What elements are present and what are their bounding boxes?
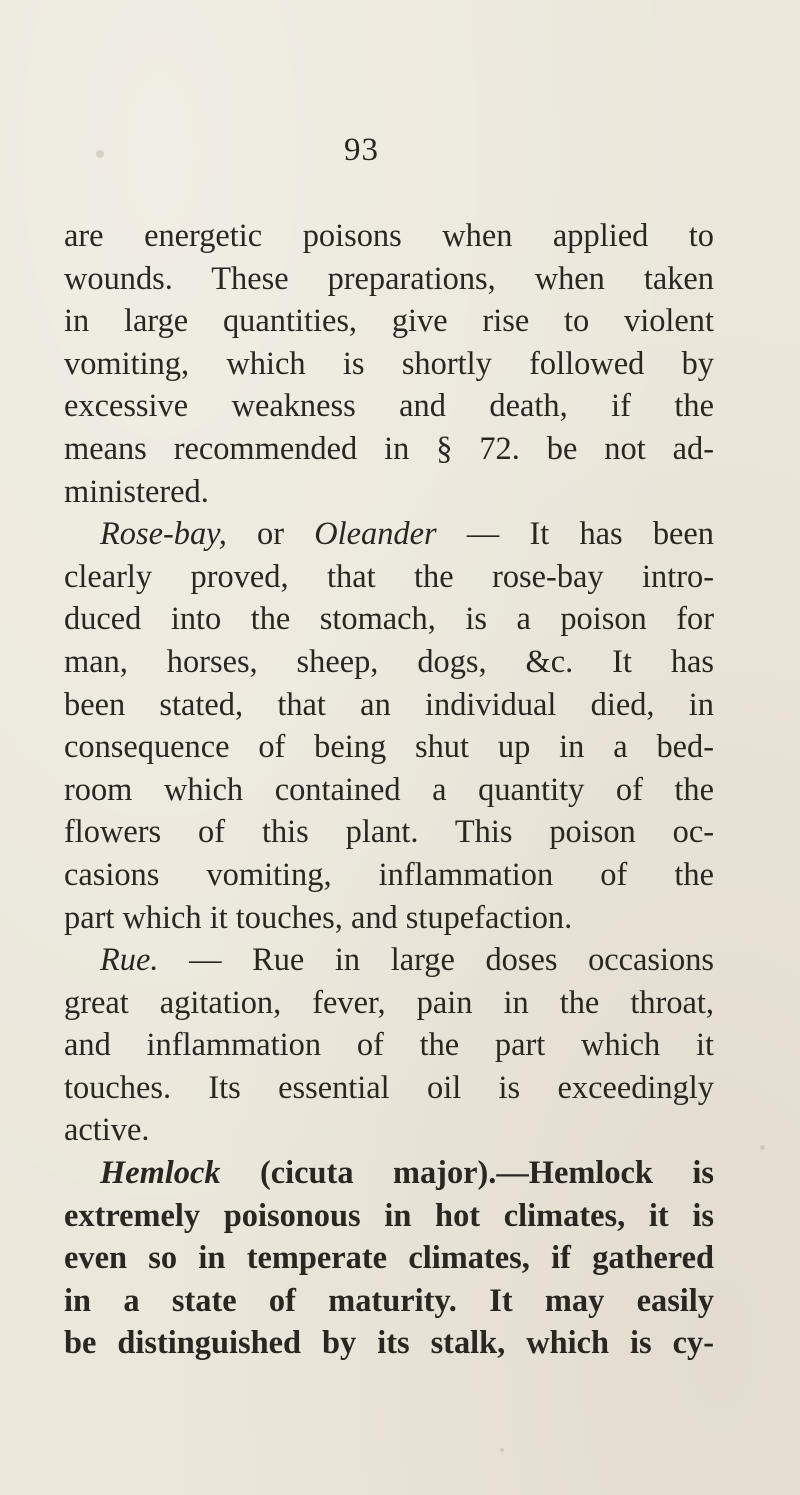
text-segment: excessive weakness and death, if the xyxy=(64,388,714,425)
text-line xyxy=(64,1152,714,1195)
text-segment: flowers of this plant. This poison oc- xyxy=(64,814,714,851)
text-segment: been stated, that an individual died, in xyxy=(64,686,714,723)
text-segment: part which it touches, and stupefaction. xyxy=(64,899,573,936)
paper-speck xyxy=(760,1145,765,1150)
text-segment: in a state of maturity. It may easily xyxy=(64,1282,714,1319)
text-line xyxy=(64,385,714,428)
text-segment: — It has been xyxy=(436,516,714,553)
text-line xyxy=(64,811,714,854)
text-segment: — Rue in large doses occasions xyxy=(158,942,714,979)
text-segment: or xyxy=(226,516,315,553)
text-line xyxy=(64,684,714,727)
text-line xyxy=(64,854,714,897)
text-segment: ministered. xyxy=(64,473,209,510)
body-text xyxy=(64,215,714,1365)
text-segment: be distinguished by its stalk, which is cy- xyxy=(64,1325,714,1362)
text-line xyxy=(64,939,714,982)
paper-speck xyxy=(96,150,104,158)
text-line xyxy=(64,471,714,514)
text-line xyxy=(64,769,714,812)
paper-speck xyxy=(500,1448,504,1452)
page-number: 93 xyxy=(344,132,379,168)
text-segment: touches. Its essential oil is exceedingly xyxy=(64,1069,714,1106)
text-line xyxy=(64,1237,714,1280)
text-line xyxy=(64,726,714,769)
text-segment: means recommended in § 72. be not ad- xyxy=(64,430,714,467)
text-line xyxy=(64,556,714,599)
text-segment: room which contained a quantity of the xyxy=(64,771,714,808)
section-heading: Oleander xyxy=(314,516,437,553)
text-segment: are energetic poisons when applied to xyxy=(64,218,714,254)
text-line xyxy=(64,1280,714,1323)
text-line xyxy=(64,1195,714,1238)
text-segment: extremely poisonous in hot climates, it is xyxy=(64,1197,714,1234)
text-line xyxy=(64,1024,714,1067)
text-segment: even so in temperate climates, if gathered xyxy=(64,1240,714,1277)
text-line xyxy=(64,513,714,556)
text-line xyxy=(64,1109,714,1152)
text-line xyxy=(64,1067,714,1110)
text-segment: casions vomiting, inflammation of the xyxy=(64,856,714,893)
text-line xyxy=(64,897,714,940)
text-segment: wounds. These preparations, when taken xyxy=(64,260,714,297)
text-segment: great agitation, fever, pain in the throat, xyxy=(64,984,714,1021)
text-line xyxy=(64,598,714,641)
text-line xyxy=(64,641,714,684)
section-heading: Rose-bay, xyxy=(100,516,227,553)
text-line xyxy=(64,300,714,343)
text-line xyxy=(64,215,714,258)
section-heading: Rue. xyxy=(100,942,159,979)
text-line xyxy=(64,258,714,301)
section-heading: Hemlock xyxy=(100,1155,221,1192)
text-segment: vomiting, which is shortly followed by xyxy=(64,345,714,382)
text-line xyxy=(64,343,714,386)
text-segment: clearly proved, that the rose-bay intro- xyxy=(64,558,714,595)
text-line xyxy=(64,982,714,1025)
text-line xyxy=(64,1322,714,1365)
text-segment: consequence of being shut up in a bed- xyxy=(64,729,714,766)
text-segment: active. xyxy=(64,1112,150,1149)
text-line xyxy=(64,428,714,471)
text-segment: man, horses, sheep, dogs, &c. It has xyxy=(64,643,714,680)
text-segment: and inflammation of the part which it xyxy=(64,1027,714,1064)
text-segment: in large quantities, give rise to violent xyxy=(64,303,714,340)
text-segment: duced into the stomach, is a poison for xyxy=(64,601,714,638)
text-segment: (cicuta major).—Hemlock is xyxy=(220,1155,714,1192)
